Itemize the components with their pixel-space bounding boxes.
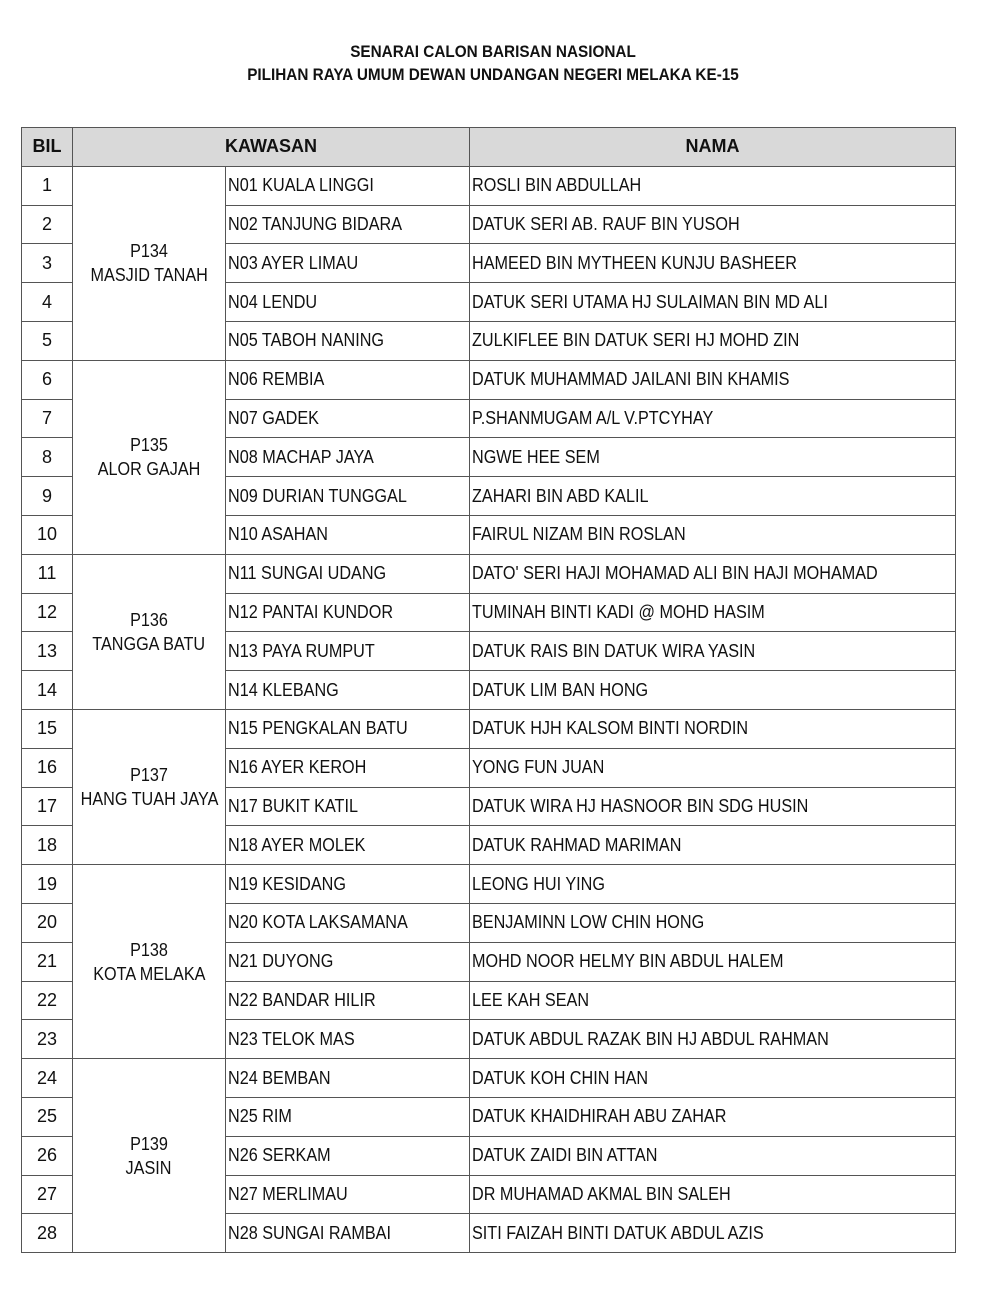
kawasan-text: N23 TELOK MAS (228, 1028, 355, 1049)
cell-bil: 14 (22, 671, 73, 710)
cell-nama (470, 554, 956, 593)
kawasan-text: N28 SUNGAI RAMBAI (228, 1222, 391, 1243)
cell-bil: 11 (22, 554, 73, 593)
kawasan-text: N06 REMBIA (228, 369, 325, 390)
header-kawasan: KAWASAN (73, 128, 470, 167)
cell-kawasan (226, 942, 470, 981)
kawasan-text: N13 PAYA RUMPUT (228, 640, 375, 661)
cell-kawasan (226, 438, 470, 477)
table-row (22, 166, 956, 205)
cell-kawasan (226, 787, 470, 826)
kawasan-text: N01 KUALA LINGGI (228, 175, 374, 196)
table-row (22, 360, 956, 399)
cell-kawasan (226, 166, 470, 205)
kawasan-text: N22 BANDAR HILIR (228, 989, 376, 1010)
kawasan-text: N21 DUYONG (228, 951, 334, 972)
table-row (22, 865, 956, 904)
kawasan-text: N26 SERKAM (228, 1145, 331, 1166)
cell-kawasan (226, 477, 470, 516)
cell-bil: 8 (22, 438, 73, 477)
nama-text: MOHD NOOR HELMY BIN ABDUL HALEM (472, 951, 784, 972)
parliament-code: P136 (130, 609, 168, 630)
kawasan-text: N04 LENDU (228, 291, 318, 312)
header-nama: NAMA (470, 128, 956, 167)
cell-kawasan (226, 360, 470, 399)
cell-bil: 16 (22, 748, 73, 787)
nama-text: DATUK SERI UTAMA HJ SULAIMAN BIN MD ALI (472, 291, 828, 312)
cell-nama (470, 593, 956, 632)
kawasan-text: N17 BUKIT KATIL (228, 795, 358, 816)
cell-kawasan (226, 593, 470, 632)
cell-nama (470, 1020, 956, 1059)
cell-bil: 19 (22, 865, 73, 904)
parliament-code: P138 (130, 939, 168, 960)
header-bil: BIL (22, 128, 73, 167)
nama-text: SITI FAIZAH BINTI DATUK ABDUL AZIS (472, 1222, 764, 1243)
cell-nama (470, 787, 956, 826)
kawasan-text: N14 KLEBANG (228, 679, 339, 700)
kawasan-text: N05 TABOH NANING (228, 330, 385, 351)
nama-text: DATUK HJH KALSOM BINTI NORDIN (472, 718, 749, 739)
nama-text: P.SHANMUGAM A/L V.PTCYHAY (472, 407, 714, 428)
cell-kawasan (226, 903, 470, 942)
nama-text: DATUK ZAIDI BIN ATTAN (472, 1145, 658, 1166)
cell-bil: 23 (22, 1020, 73, 1059)
title-line-1: SENARAI CALON BARISAN NASIONAL (350, 42, 636, 61)
cell-kawasan (226, 748, 470, 787)
nama-text: DATUK KHAIDHIRAH ABU ZAHAR (472, 1106, 727, 1127)
cell-nama (470, 515, 956, 554)
parliament-code: P139 (130, 1133, 168, 1154)
kawasan-text: N12 PANTAI KUNDOR (228, 601, 394, 622)
cell-kawasan (226, 554, 470, 593)
table-header-row (22, 128, 956, 167)
kawasan-text: N02 TANJUNG BIDARA (228, 213, 403, 234)
cell-bil: 12 (22, 593, 73, 632)
cell-bil: 22 (22, 981, 73, 1020)
nama-text: LEONG HUI YING (472, 873, 605, 894)
parliament-name: KOTA MELAKA (92, 963, 206, 984)
kawasan-text: N20 KOTA LAKSAMANA (228, 912, 408, 933)
table-row (22, 1059, 956, 1098)
cell-nama (470, 671, 956, 710)
cell-kawasan (226, 321, 470, 360)
cell-kawasan (226, 205, 470, 244)
cell-kawasan (226, 1097, 470, 1136)
nama-text: FAIRUL NIZAM BIN ROSLAN (472, 524, 686, 545)
cell-nama (470, 709, 956, 748)
nama-text: DATUK WIRA HJ HASNOOR BIN SDG HUSIN (472, 795, 809, 816)
cell-nama (470, 283, 956, 322)
parliament-name: JASIN (126, 1157, 172, 1178)
nama-text: ZAHARI BIN ABD KALIL (472, 485, 649, 506)
candidate-table (21, 127, 956, 1253)
nama-text: TUMINAH BINTI KADI @ MOHD HASIM (472, 601, 765, 622)
kawasan-text: N10 ASAHAN (228, 524, 328, 545)
cell-nama (470, 903, 956, 942)
cell-bil: 28 (22, 1214, 73, 1253)
cell-nama (470, 244, 956, 283)
kawasan-text: N11 SUNGAI UDANG (228, 563, 387, 584)
nama-text: DR MUHAMAD AKMAL BIN SALEH (472, 1183, 731, 1204)
cell-kawasan (226, 865, 470, 904)
cell-kawasan (226, 1214, 470, 1253)
cell-kawasan (226, 671, 470, 710)
parliament-name: MASJID TANAH (90, 265, 208, 286)
cell-bil: 26 (22, 1136, 73, 1175)
kawasan-text: N25 RIM (228, 1106, 292, 1127)
cell-nama (470, 477, 956, 516)
cell-nama (470, 981, 956, 1020)
cell-nama (470, 399, 956, 438)
cell-nama (470, 205, 956, 244)
kawasan-text: N07 GADEK (228, 407, 319, 428)
cell-parliament (73, 865, 226, 1059)
cell-nama (470, 942, 956, 981)
parliament-name: ALOR GAJAH (97, 459, 201, 480)
cell-kawasan (226, 283, 470, 322)
cell-nama (470, 1214, 956, 1253)
cell-kawasan (226, 244, 470, 283)
cell-parliament (73, 709, 226, 864)
nama-text: ROSLI BIN ABDULLAH (472, 175, 642, 196)
table-body (22, 166, 956, 1252)
nama-text: YONG FUN JUAN (472, 757, 605, 778)
cell-bil: 13 (22, 632, 73, 671)
cell-nama (470, 166, 956, 205)
parliament-code: P134 (130, 241, 168, 262)
cell-nama (470, 1136, 956, 1175)
kawasan-text: N15 PENGKALAN BATU (228, 718, 408, 739)
kawasan-text: N03 AYER LIMAU (228, 252, 359, 273)
cell-nama (470, 1059, 956, 1098)
cell-bil: 5 (22, 321, 73, 360)
cell-kawasan (226, 632, 470, 671)
cell-parliament (73, 360, 226, 554)
nama-text: DATUK LIM BAN HONG (472, 679, 649, 700)
cell-parliament (73, 554, 226, 709)
cell-kawasan (226, 981, 470, 1020)
nama-text: BENJAMINN LOW CHIN HONG (472, 912, 705, 933)
cell-nama (470, 438, 956, 477)
parliament-code: P135 (130, 435, 168, 456)
cell-bil: 21 (22, 942, 73, 981)
cell-nama (470, 748, 956, 787)
nama-text: DATUK MUHAMMAD JAILANI BIN KHAMIS (472, 369, 790, 390)
cell-bil: 27 (22, 1175, 73, 1214)
cell-kawasan (226, 399, 470, 438)
kawasan-text: N09 DURIAN TUNGGAL (228, 485, 407, 506)
cell-bil: 6 (22, 360, 73, 399)
cell-bil: 25 (22, 1097, 73, 1136)
kawasan-text: N27 MERLIMAU (228, 1183, 348, 1204)
cell-kawasan (226, 515, 470, 554)
nama-text: DATUK RAHMAD MARIMAN (472, 834, 682, 855)
cell-kawasan (226, 1020, 470, 1059)
kawasan-text: N16 AYER KEROH (228, 757, 367, 778)
parliament-name: HANG TUAH JAYA (80, 789, 219, 810)
kawasan-text: N18 AYER MOLEK (228, 834, 366, 855)
cell-parliament (73, 166, 226, 360)
cell-nama (470, 360, 956, 399)
cell-bil: 7 (22, 399, 73, 438)
nama-text: DATUK SERI AB. RAUF BIN YUSOH (472, 213, 740, 234)
cell-bil: 17 (22, 787, 73, 826)
cell-bil: 2 (22, 205, 73, 244)
cell-bil: 4 (22, 283, 73, 322)
kawasan-text: N24 BEMBAN (228, 1067, 331, 1088)
cell-parliament (73, 1059, 226, 1253)
cell-bil: 24 (22, 1059, 73, 1098)
document-title (49, 40, 936, 86)
cell-nama (470, 826, 956, 865)
cell-kawasan (226, 826, 470, 865)
cell-bil: 15 (22, 709, 73, 748)
cell-bil: 20 (22, 903, 73, 942)
cell-nama (470, 865, 956, 904)
cell-kawasan (226, 709, 470, 748)
nama-text: DATUK KOH CHIN HAN (472, 1067, 649, 1088)
title-line-2: PILIHAN RAYA UMUM DEWAN UNDANGAN NEGERI MELAKA KE-15 (247, 65, 739, 84)
cell-nama (470, 1175, 956, 1214)
cell-nama (470, 1097, 956, 1136)
cell-nama (470, 632, 956, 671)
nama-text: DATUK ABDUL RAZAK BIN HJ ABDUL RAHMAN (472, 1028, 829, 1049)
cell-nama (470, 321, 956, 360)
nama-text: DATO' SERI HAJI MOHAMAD ALI BIN HAJI MOHAMAD (472, 563, 878, 584)
nama-text: ZULKIFLEE BIN DATUK SERI HJ MOHD ZIN (472, 330, 800, 351)
cell-kawasan (226, 1136, 470, 1175)
kawasan-text: N08 MACHAP JAYA (228, 446, 374, 467)
nama-text: NGWE HEE SEM (472, 446, 600, 467)
parliament-code: P137 (130, 765, 168, 786)
kawasan-text: N19 KESIDANG (228, 873, 346, 894)
cell-kawasan (226, 1059, 470, 1098)
cell-bil: 18 (22, 826, 73, 865)
cell-bil: 10 (22, 515, 73, 554)
parliament-name: TANGGA BATU (92, 633, 206, 654)
cell-bil: 3 (22, 244, 73, 283)
nama-text: LEE KAH SEAN (472, 989, 590, 1010)
table-row (22, 709, 956, 748)
table-row (22, 554, 956, 593)
nama-text: DATUK RAIS BIN DATUK WIRA YASIN (472, 640, 756, 661)
cell-bil: 1 (22, 166, 73, 205)
nama-text: HAMEED BIN MYTHEEN KUNJU BASHEER (472, 252, 797, 273)
cell-bil: 9 (22, 477, 73, 516)
cell-kawasan (226, 1175, 470, 1214)
